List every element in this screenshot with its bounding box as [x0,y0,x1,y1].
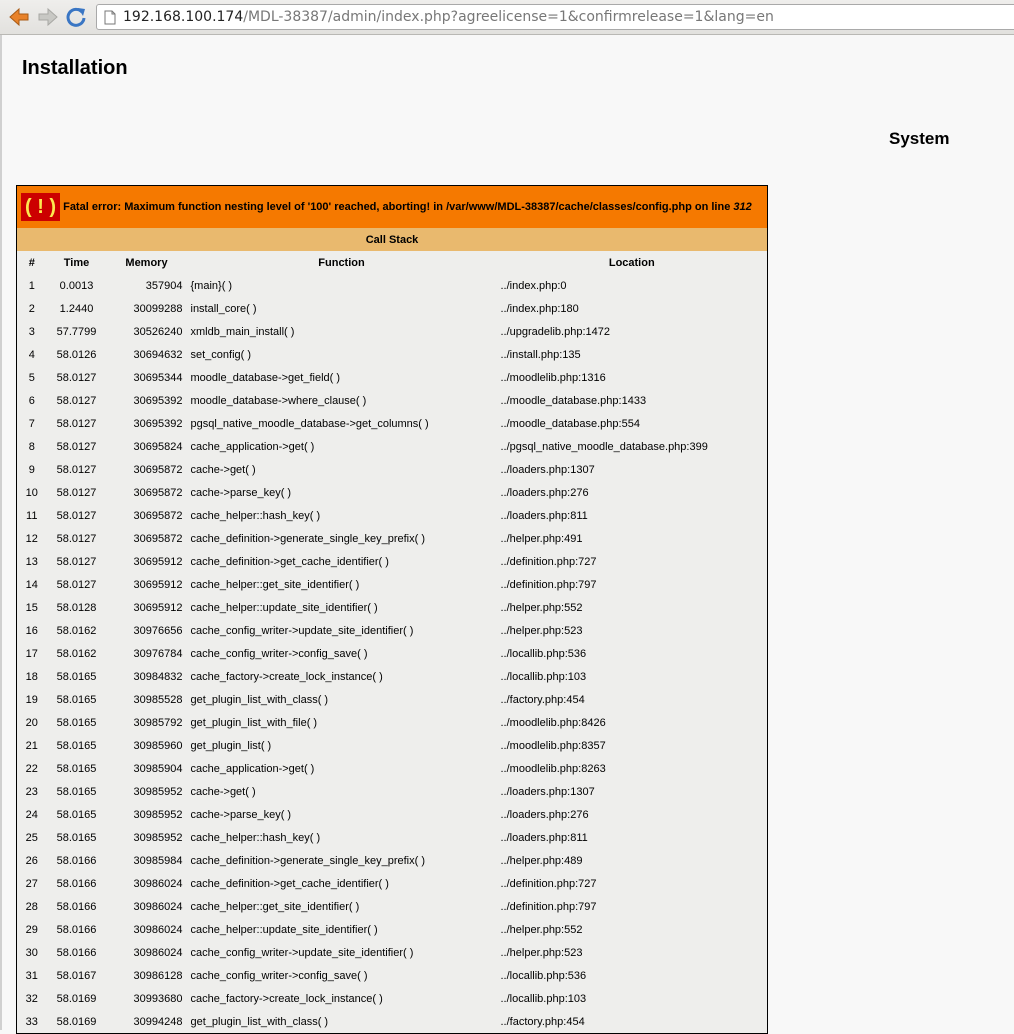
stack-memory: 30985952 [107,803,187,826]
stack-location: ../moodlelib.php:8426 [497,711,768,734]
stack-function: install_core( ) [187,297,497,320]
stack-function: cache_helper::hash_key( ) [187,826,497,849]
stack-location: ../moodlelib.php:8357 [497,734,768,757]
stack-time: 58.0169 [47,1010,107,1034]
stack-location: ../loaders.php:276 [497,803,768,826]
stack-time: 58.0166 [47,918,107,941]
stack-number: 17 [17,642,47,665]
table-row [17,711,768,734]
stack-function: cache_definition->generate_single_key_prefix( ) [187,849,497,872]
stack-number: 29 [17,918,47,941]
stack-location: ../loaders.php:811 [497,504,768,527]
reload-icon[interactable] [65,6,87,28]
table-row [17,941,768,964]
table-row [17,435,768,458]
table-row [17,458,768,481]
stack-location: ../moodlelib.php:8263 [497,757,768,780]
stack-function: cache_helper::update_site_identifier( ) [187,596,497,619]
stack-function: pgsql_native_moodle_database->get_columns( ) [187,412,497,435]
table-row [17,297,768,320]
stack-location: ../moodle_database.php:554 [497,412,768,435]
stack-number: 30 [17,941,47,964]
stack-number: 24 [17,803,47,826]
stack-number: 27 [17,872,47,895]
stack-memory: 30985984 [107,849,187,872]
stack-number: 12 [17,527,47,550]
column-header-time: Time [47,251,107,274]
table-row [17,366,768,389]
stack-time: 58.0166 [47,941,107,964]
back-arrow-icon[interactable] [8,6,30,28]
stack-function: cache_factory->create_lock_instance( ) [187,987,497,1010]
stack-memory: 357904 [107,274,187,297]
stack-memory: 30695912 [107,550,187,573]
stack-location: ../helper.php:552 [497,596,768,619]
stack-memory: 30986128 [107,964,187,987]
stack-function: cache_definition->get_cache_identifier( ) [187,872,497,895]
stack-function: cache_application->get( ) [187,757,497,780]
stack-time: 58.0127 [47,366,107,389]
stack-function: cache_helper::get_site_identifier( ) [187,895,497,918]
call-stack-label: Call Stack [17,228,768,251]
stack-location: ../factory.php:454 [497,1010,768,1034]
table-row [17,964,768,987]
stack-location: ../install.php:135 [497,343,768,366]
stack-location: ../locallib.php:103 [497,987,768,1010]
error-line-number: 312 [733,201,752,213]
stack-location: ../definition.php:797 [497,573,768,596]
stack-location: ../loaders.php:811 [497,826,768,849]
stack-time: 58.0127 [47,550,107,573]
url-path: /MDL-38387/admin/index.php?agreelicense=1&confirmrelease=1&lang=en [243,9,774,25]
stack-time: 58.0166 [47,872,107,895]
table-row [17,918,768,941]
stack-number: 21 [17,734,47,757]
table-row [17,274,768,297]
stack-number: 31 [17,964,47,987]
stack-location: ../loaders.php:276 [497,481,768,504]
stack-number: 19 [17,688,47,711]
stack-function: cache->get( ) [187,458,497,481]
stack-location: ../index.php:0 [497,274,768,297]
stack-time: 58.0127 [47,412,107,435]
stack-location: ../definition.php:727 [497,550,768,573]
stack-time: 58.0165 [47,757,107,780]
column-header-row [17,251,768,274]
stack-memory: 30695824 [107,435,187,458]
stack-number: 10 [17,481,47,504]
stack-function: cache->parse_key( ) [187,481,497,504]
stack-time: 57.7799 [47,320,107,343]
stack-function: cache_config_writer->update_site_identifier( ) [187,941,497,964]
call-stack-body [17,274,768,1034]
xdebug-error-table [16,185,768,1034]
stack-time: 58.0165 [47,826,107,849]
stack-location: ../locallib.php:103 [497,665,768,688]
system-heading: System [889,129,950,148]
table-row [17,642,768,665]
stack-number: 9 [17,458,47,481]
stack-time: 0.0013 [47,274,107,297]
stack-function: {main}( ) [187,274,497,297]
stack-location: ../pgsql_native_moodle_database.php:399 [497,435,768,458]
table-row [17,481,768,504]
stack-memory: 30985960 [107,734,187,757]
stack-location: ../factory.php:454 [497,688,768,711]
stack-function: moodle_database->where_clause( ) [187,389,497,412]
stack-function: cache_config_writer->config_save( ) [187,642,497,665]
stack-number: 22 [17,757,47,780]
stack-memory: 30695392 [107,389,187,412]
stack-memory: 30526240 [107,320,187,343]
stack-number: 4 [17,343,47,366]
stack-function: cache_definition->get_cache_identifier( ) [187,550,497,573]
stack-function: moodle_database->get_field( ) [187,366,497,389]
table-row [17,412,768,435]
table-row [17,573,768,596]
table-row [17,734,768,757]
stack-memory: 30985952 [107,780,187,803]
stack-number: 11 [17,504,47,527]
stack-function: get_plugin_list_with_file( ) [187,711,497,734]
stack-location: ../moodlelib.php:1316 [497,366,768,389]
stack-number: 14 [17,573,47,596]
stack-memory: 30984832 [107,665,187,688]
stack-memory: 30976784 [107,642,187,665]
stack-function: cache_config_writer->config_save( ) [187,964,497,987]
stack-time: 58.0162 [47,619,107,642]
stack-time: 58.0127 [47,435,107,458]
stack-number: 28 [17,895,47,918]
stack-time: 58.0165 [47,734,107,757]
stack-time: 58.0127 [47,573,107,596]
stack-time: 58.0166 [47,849,107,872]
stack-number: 16 [17,619,47,642]
stack-location: ../helper.php:489 [497,849,768,872]
page-icon [104,10,116,25]
stack-number: 2 [17,297,47,320]
table-row [17,343,768,366]
stack-location: ../locallib.php:536 [497,642,768,665]
error-message-text: Fatal error: Maximum function nesting level of '100' reached, aborting! in /var/www/MDL-38387/cache/classes/config.php on line [63,201,734,213]
stack-number: 32 [17,987,47,1010]
stack-number: 7 [17,412,47,435]
error-row [17,186,768,229]
stack-location: ../index.php:180 [497,297,768,320]
stack-location: ../helper.php:523 [497,619,768,642]
stack-memory: 30695912 [107,573,187,596]
stack-memory: 30695344 [107,366,187,389]
stack-time: 58.0165 [47,665,107,688]
stack-time: 58.0165 [47,780,107,803]
table-row [17,826,768,849]
stack-function: cache_helper::get_site_identifier( ) [187,573,497,596]
stack-number: 1 [17,274,47,297]
stack-location: ../loaders.php:1307 [497,780,768,803]
stack-memory: 30985904 [107,757,187,780]
stack-memory: 30985952 [107,826,187,849]
column-header-function: Function [187,251,497,274]
table-row [17,803,768,826]
column-header-number: # [17,251,47,274]
forward-arrow-icon[interactable] [37,6,59,28]
stack-memory: 30986024 [107,895,187,918]
stack-memory: 30695392 [107,412,187,435]
table-row [17,780,768,803]
url-host: 192.168.100.174 [123,9,244,25]
stack-function: cache_helper::update_site_identifier( ) [187,918,497,941]
table-row [17,619,768,642]
stack-function: xmldb_main_install( ) [187,320,497,343]
stack-memory: 30694632 [107,343,187,366]
stack-memory: 30985528 [107,688,187,711]
stack-location: ../locallib.php:536 [497,964,768,987]
stack-location: ../definition.php:727 [497,872,768,895]
stack-memory: 30976656 [107,619,187,642]
stack-number: 6 [17,389,47,412]
stack-number: 5 [17,366,47,389]
stack-memory: 30985792 [107,711,187,734]
stack-time: 58.0127 [47,481,107,504]
stack-function: get_plugin_list_with_class( ) [187,688,497,711]
column-header-memory: Memory [107,251,187,274]
stack-number: 20 [17,711,47,734]
stack-number: 26 [17,849,47,872]
stack-memory: 30099288 [107,297,187,320]
stack-number: 15 [17,596,47,619]
table-row [17,504,768,527]
stack-function: cache_factory->create_lock_instance( ) [187,665,497,688]
stack-time: 58.0162 [47,642,107,665]
stack-function: get_plugin_list_with_class( ) [187,1010,497,1034]
stack-time: 58.0165 [47,711,107,734]
table-row [17,550,768,573]
stack-function: cache_application->get( ) [187,435,497,458]
stack-number: 3 [17,320,47,343]
stack-function: get_plugin_list( ) [187,734,497,757]
address-bar[interactable] [96,4,1014,30]
stack-location: ../helper.php:552 [497,918,768,941]
stack-location: ../helper.php:523 [497,941,768,964]
stack-memory: 30986024 [107,941,187,964]
table-row [17,757,768,780]
stack-time: 58.0165 [47,803,107,826]
stack-time: 58.0127 [47,389,107,412]
stack-number: 18 [17,665,47,688]
table-row [17,849,768,872]
error-badge-icon: ( ! ) [21,193,60,221]
stack-time: 58.0127 [47,458,107,481]
stack-time: 58.0127 [47,504,107,527]
stack-function: cache->parse_key( ) [187,803,497,826]
table-row [17,320,768,343]
stack-time: 58.0167 [47,964,107,987]
stack-memory: 30695872 [107,504,187,527]
stack-memory: 30993680 [107,987,187,1010]
stack-memory: 30695912 [107,596,187,619]
table-row [17,596,768,619]
stack-number: 13 [17,550,47,573]
stack-number: 33 [17,1010,47,1034]
call-stack-row [17,228,768,251]
table-row [17,527,768,550]
error-header [17,186,768,229]
table-row [17,872,768,895]
url-text[interactable] [123,9,774,25]
stack-time: 58.0128 [47,596,107,619]
stack-location: ../helper.php:491 [497,527,768,550]
table-row [17,665,768,688]
stack-number: 8 [17,435,47,458]
stack-function: cache_helper::hash_key( ) [187,504,497,527]
table-row [17,987,768,1010]
stack-number: 25 [17,826,47,849]
stack-memory: 30695872 [107,458,187,481]
stack-function: cache_definition->generate_single_key_prefix( ) [187,527,497,550]
table-row [17,895,768,918]
stack-memory: 30986024 [107,918,187,941]
stack-memory: 30994248 [107,1010,187,1034]
table-row [17,389,768,412]
stack-number: 23 [17,780,47,803]
stack-function: set_config( ) [187,343,497,366]
page-title: Installation [22,57,128,79]
stack-memory: 30695872 [107,481,187,504]
stack-time: 58.0166 [47,895,107,918]
stack-time: 58.0165 [47,688,107,711]
stack-function: cache_config_writer->update_site_identifier( ) [187,619,497,642]
stack-time: 1.2440 [47,297,107,320]
browser-toolbar [0,0,1014,35]
stack-memory: 30986024 [107,872,187,895]
stack-function: cache->get( ) [187,780,497,803]
stack-time: 58.0126 [47,343,107,366]
stack-location: ../moodle_database.php:1433 [497,389,768,412]
stack-location: ../definition.php:797 [497,895,768,918]
column-header-location: Location [497,251,768,274]
stack-time: 58.0169 [47,987,107,1010]
stack-memory: 30695872 [107,527,187,550]
window-edge [0,35,2,1030]
stack-time: 58.0127 [47,527,107,550]
table-row [17,688,768,711]
error-message [63,201,752,213]
stack-location: ../loaders.php:1307 [497,458,768,481]
stack-location: ../upgradelib.php:1472 [497,320,768,343]
